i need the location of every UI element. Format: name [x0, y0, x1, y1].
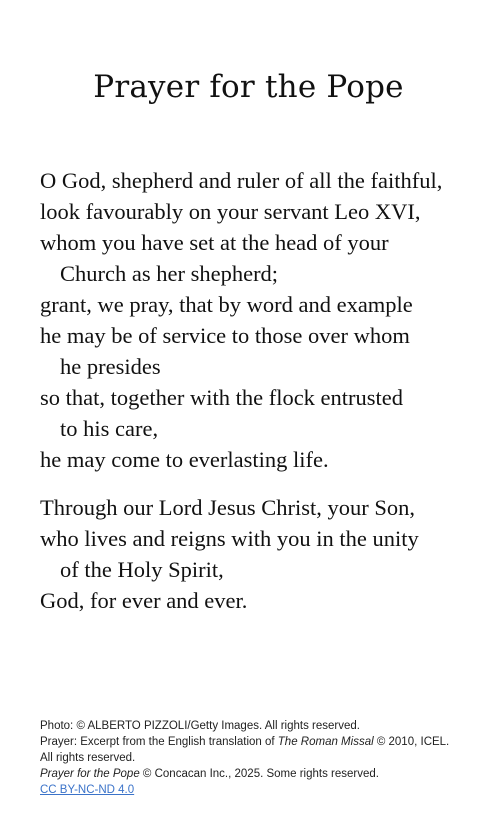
prayer-line: Through our Lord Jesus Christ, your Son, [40, 495, 415, 520]
prayer-credit-prefix: Prayer: Excerpt from the English translation of [40, 736, 278, 748]
license-line [40, 782, 480, 798]
prayer-line: look favourably on your servant Leo XVI, [40, 199, 421, 224]
license-link[interactable]: CC BY-NC-ND 4.0 [40, 784, 135, 796]
prayer-line: to his care, [60, 416, 159, 441]
card-title: Prayer for the Pope [40, 768, 140, 780]
prayer-line: so that, together with the flock entrusted [40, 385, 404, 410]
prayer-line: of the Holy Spirit, [60, 557, 224, 582]
page-title: Prayer for the Pope [93, 69, 404, 105]
card-credit [40, 766, 480, 782]
prayer-line: God, for ever and ever. [40, 588, 248, 613]
prayer-credit [40, 734, 480, 750]
card-credit-suffix: © Concacan Inc., 2025. Some rights reserved. [139, 768, 379, 780]
prayer-line: O God, shepherd and ruler of all the faithful, [40, 168, 443, 193]
prayer-credit-suffix: © 2010, ICEL. [373, 736, 450, 748]
prayer-line: whom you have set at the head of your [40, 230, 389, 255]
prayer-line: Church as her shepherd; [60, 261, 279, 286]
photo-credit: Photo: © ALBERTO PIZZOLI/Getty Images. All rights reserved. [40, 720, 360, 732]
prayer-line: he may be of service to those over whom [40, 323, 410, 348]
prayer-rights: All rights reserved. [40, 752, 136, 764]
prayer-line: grant, we pray, that by word and example [40, 292, 413, 317]
prayer-text [40, 165, 480, 616]
missal-title: The Roman Missal [277, 736, 374, 748]
stanza-divider [40, 475, 480, 492]
prayer-line: who lives and reigns with you in the unity [40, 526, 419, 551]
prayer-line: he may come to everlasting life. [40, 447, 329, 472]
credits [40, 718, 480, 798]
prayer-line: he presides [60, 354, 161, 379]
